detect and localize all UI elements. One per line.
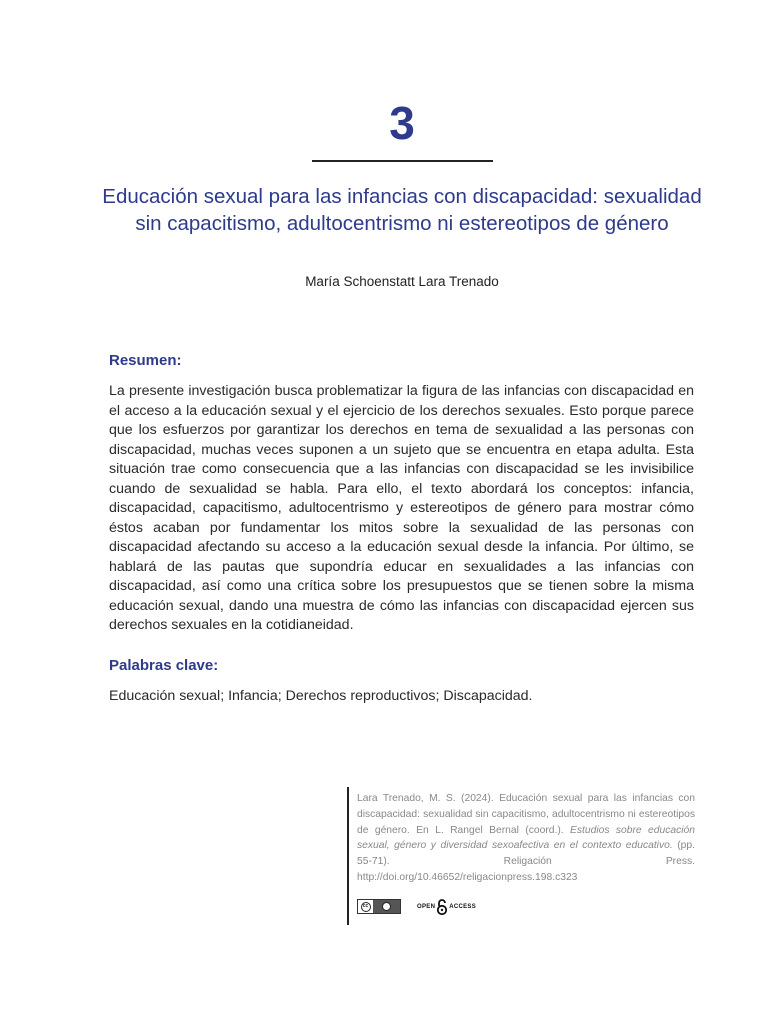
by-attribution-icon xyxy=(382,902,391,911)
citation-book-title: Estudios sobre educación sexual, género y diversidad sexoafectiva en el contexto educativo. xyxy=(357,824,695,852)
chapter-title: Educación sexual para las infancias con discapacidad: sexualidad sin capacitismo, adultocentrismo ni estereotipos de género xyxy=(102,185,702,235)
citation-pages-doi[interactable]: (pp. 55-71). Religación Press. http://doi.org/10.46652/religacionpress.198.c323 xyxy=(357,840,695,883)
open-access-label-left: OPEN xyxy=(417,904,436,910)
keywords-text: Educación sexual; Infancia; Derechos reproductivos; Discapacidad. xyxy=(109,688,533,704)
cc-icon: cc xyxy=(361,902,371,912)
open-access-lock-icon xyxy=(436,898,448,916)
chapter-divider xyxy=(312,160,493,162)
abstract-text: La presente investigación busca problematizar la figura de las infancias con discapacidad en el acceso a la educación sexual y el ejercicio de los derechos sexuales. Esto porque parece que los esfuerzos por garantizar los derechos en tema de sexualidad a las personas con discapacidad, muchas veces suponen a un sujeto que se encuentra en etapa adulta. Esta situación trae como consecuencia que a las infancias con discapacidad se les invisibilice cuando de sexualidad se habla. Para ello, el texto abordará los conceptos: infancia, discapacidad, capacitismo, adultocentrismo y estereotipos de género para mostrar cómo éstos acaban por fundamentar los mitos sobre la sexualidad de las personas con discapacidad afectando su acceso a la educación sexual desde la infancia. Por último, se hablará de las pautas que supondría educar en sexualidades a las infancias con discapacidad, así como una crítica sobre los presupuestos que se tienen sobre la misma educación sexual, dando una muestra de cómo las infancias con discapacidad ejercen sus derechos sexuales en la cotidianeidad. xyxy=(109,383,694,633)
citation-text: Lara Trenado, M. S. (2024). Educación sexual para las infancias con discapacidad: sexualidad sin capacitismo, adultocentrismo ni estereotipos de género. En L. Rangel Bernal (coord.). xyxy=(357,793,695,836)
citation-divider xyxy=(347,787,349,925)
open-access-logo xyxy=(417,898,476,916)
open-access-label-right: ACCESS xyxy=(449,904,477,910)
cc-by-license-icon[interactable] xyxy=(357,899,401,914)
citation-block xyxy=(357,791,695,886)
abstract-heading: Resumen: xyxy=(109,352,182,369)
author-name: María Schoenstatt Lara Trenado xyxy=(305,274,499,289)
chapter-number: 3 xyxy=(389,97,415,149)
keywords-heading: Palabras clave: xyxy=(109,657,219,674)
